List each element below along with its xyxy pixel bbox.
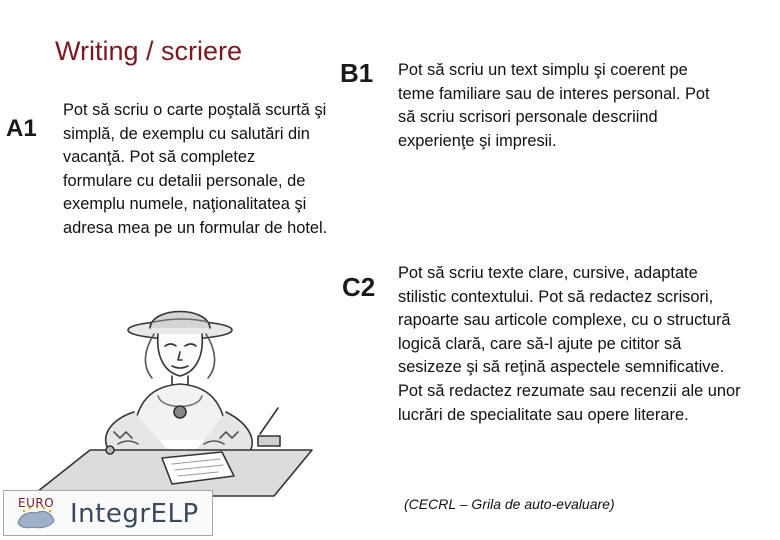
eurointegrelp-logo bbox=[3, 490, 213, 536]
level-label-a1: A1 bbox=[6, 115, 37, 142]
level-description-a1: Pot să scriu o carte poştală scurtă şi simplă, de exemplu cu salutări din vacanţă. Pot să completez formulare cu detalii personale, de exemplu numele, naţionalitatea şi adresa mea pe un formular de hotel. bbox=[63, 101, 328, 237]
level-label-c2: C2 bbox=[342, 272, 376, 302]
page-title: Writing / scriere bbox=[55, 36, 243, 66]
level-description-c2: Pot să scriu texte clare, cursive, adaptate stilistic contextului. Pot să redactez scrisori, rapoarte sau articole complexe, cu o structură logică clară, care să-l ajute pe cititor să sesizeze şi să reţină aspectele semnificative. Pot să redactez rezumate sau recenzii ale unor lucrări de specialitate sau opere literare. bbox=[398, 264, 741, 424]
logo-prefix: EURO bbox=[18, 496, 55, 510]
level-label-b1: B1 bbox=[340, 58, 374, 88]
logo-name: IntegrELP bbox=[70, 499, 199, 529]
source-citation-text: (CECRL – Grila de auto-evaluare) bbox=[404, 496, 615, 512]
level-description-b1: Pot să scriu un text simplu şi coerent pe teme familiare sau de interes personal. Pot să scriu scrisori personale descriind experienţe şi impresii. bbox=[398, 61, 710, 150]
writing-woman-illustration bbox=[12, 300, 332, 510]
source-citation bbox=[404, 496, 615, 512]
